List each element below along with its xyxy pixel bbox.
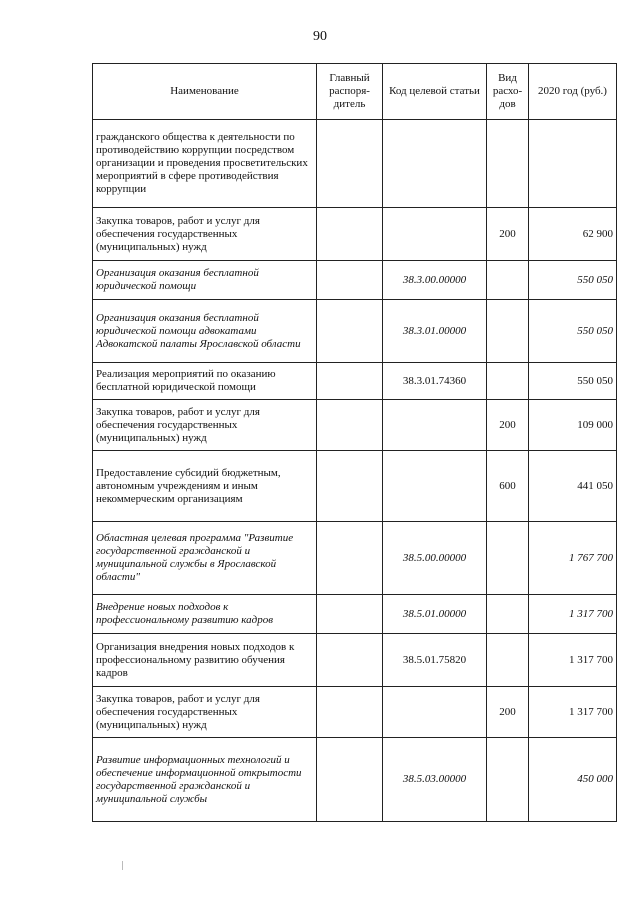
table-row — [93, 522, 617, 595]
cell-kind — [487, 738, 529, 822]
cell-admin — [317, 300, 383, 363]
cell-admin — [317, 363, 383, 400]
cell-code: 38.3.01.00000 — [383, 300, 487, 363]
cell-kind — [487, 595, 529, 634]
cell-name: Организация внедрения новых подходов к профессиональному развитию обучения кадров — [93, 634, 317, 687]
cell-admin — [317, 687, 383, 738]
cell-name: Закупка товаров, работ и услуг для обеспечения государственных (муниципальных) нужд — [93, 208, 317, 261]
cell-amount: 550 050 — [529, 300, 617, 363]
cell-amount: 1 767 700 — [529, 522, 617, 595]
cell-kind — [487, 363, 529, 400]
table-row — [93, 634, 617, 687]
table-row — [93, 595, 617, 634]
cell-code — [383, 400, 487, 451]
table-row — [93, 400, 617, 451]
cell-code: 38.5.01.75820 — [383, 634, 487, 687]
cell-amount — [529, 120, 617, 208]
cell-admin — [317, 451, 383, 522]
cell-code — [383, 208, 487, 261]
cell-amount: 1 317 700 — [529, 687, 617, 738]
table-row — [93, 738, 617, 822]
cell-kind: 600 — [487, 451, 529, 522]
cell-kind — [487, 634, 529, 687]
cell-name: Предоставление субсидий бюджетным, автономным учреждениям и иным некоммерческим организациям — [93, 451, 317, 522]
cell-name: Закупка товаров, работ и услуг для обеспечения государственных (муниципальных) нужд — [93, 687, 317, 738]
header-amount: 2020 год (руб.) — [529, 64, 617, 120]
header-name: Наименование — [93, 64, 317, 120]
table-row — [93, 261, 617, 300]
cell-code: 38.5.03.00000 — [383, 738, 487, 822]
table-row — [93, 208, 617, 261]
cell-code: 38.3.00.00000 — [383, 261, 487, 300]
cell-name: Организация оказания бесплатной юридической помощи — [93, 261, 317, 300]
table-row — [93, 300, 617, 363]
cell-kind — [487, 120, 529, 208]
cell-name: Реализация мероприятий по оказанию бесплатной юридической помощи — [93, 363, 317, 400]
budget-table — [92, 63, 617, 822]
cell-kind — [487, 522, 529, 595]
cell-code — [383, 451, 487, 522]
header-admin: Главный распоря-дитель — [317, 64, 383, 120]
table-row — [93, 451, 617, 522]
cell-admin — [317, 261, 383, 300]
cell-name: Внедрение новых подходов к профессиональному развитию кадров — [93, 595, 317, 634]
cell-amount: 1 317 700 — [529, 595, 617, 634]
cell-code: 38.5.00.00000 — [383, 522, 487, 595]
cell-kind — [487, 261, 529, 300]
cell-name: Областная целевая программа "Развитие государственной гражданской и муниципальной службы в Ярославской области" — [93, 522, 317, 595]
cell-code: 38.3.01.74360 — [383, 363, 487, 400]
cell-code — [383, 120, 487, 208]
scan-mark — [122, 861, 123, 870]
cell-amount: 62 900 — [529, 208, 617, 261]
cell-kind — [487, 300, 529, 363]
cell-amount: 109 000 — [529, 400, 617, 451]
cell-name: Развитие информационных технологий и обеспечение информационной открытости государственной гражданской и муниципальной службы — [93, 738, 317, 822]
cell-amount: 450 000 — [529, 738, 617, 822]
cell-admin — [317, 120, 383, 208]
cell-admin — [317, 400, 383, 451]
table-row — [93, 687, 617, 738]
cell-admin — [317, 522, 383, 595]
cell-admin — [317, 738, 383, 822]
cell-name: Организация оказания бесплатной юридической помощи адвокатами Адвокатской палаты Ярославской области — [93, 300, 317, 363]
header-kind: Вид расхо-дов — [487, 64, 529, 120]
cell-name: Закупка товаров, работ и услуг для обеспечения государственных (муниципальных) нужд — [93, 400, 317, 451]
cell-amount: 550 050 — [529, 261, 617, 300]
cell-amount: 550 050 — [529, 363, 617, 400]
page-number: 90 — [313, 29, 327, 44]
header-code: Код целевой статьи — [383, 64, 487, 120]
cell-kind: 200 — [487, 208, 529, 261]
table-row — [93, 120, 617, 208]
cell-code — [383, 687, 487, 738]
cell-admin — [317, 634, 383, 687]
cell-kind: 200 — [487, 400, 529, 451]
cell-name: гражданского общества к деятельности по противодействию коррупции посредством организации и проведения просветительских мероприятий в сфере противодействия коррупции — [93, 120, 317, 208]
cell-amount: 441 050 — [529, 451, 617, 522]
cell-amount: 1 317 700 — [529, 634, 617, 687]
cell-kind: 200 — [487, 687, 529, 738]
cell-admin — [317, 208, 383, 261]
table-header-row — [93, 64, 617, 120]
cell-code: 38.5.01.00000 — [383, 595, 487, 634]
cell-admin — [317, 595, 383, 634]
table-row — [93, 363, 617, 400]
